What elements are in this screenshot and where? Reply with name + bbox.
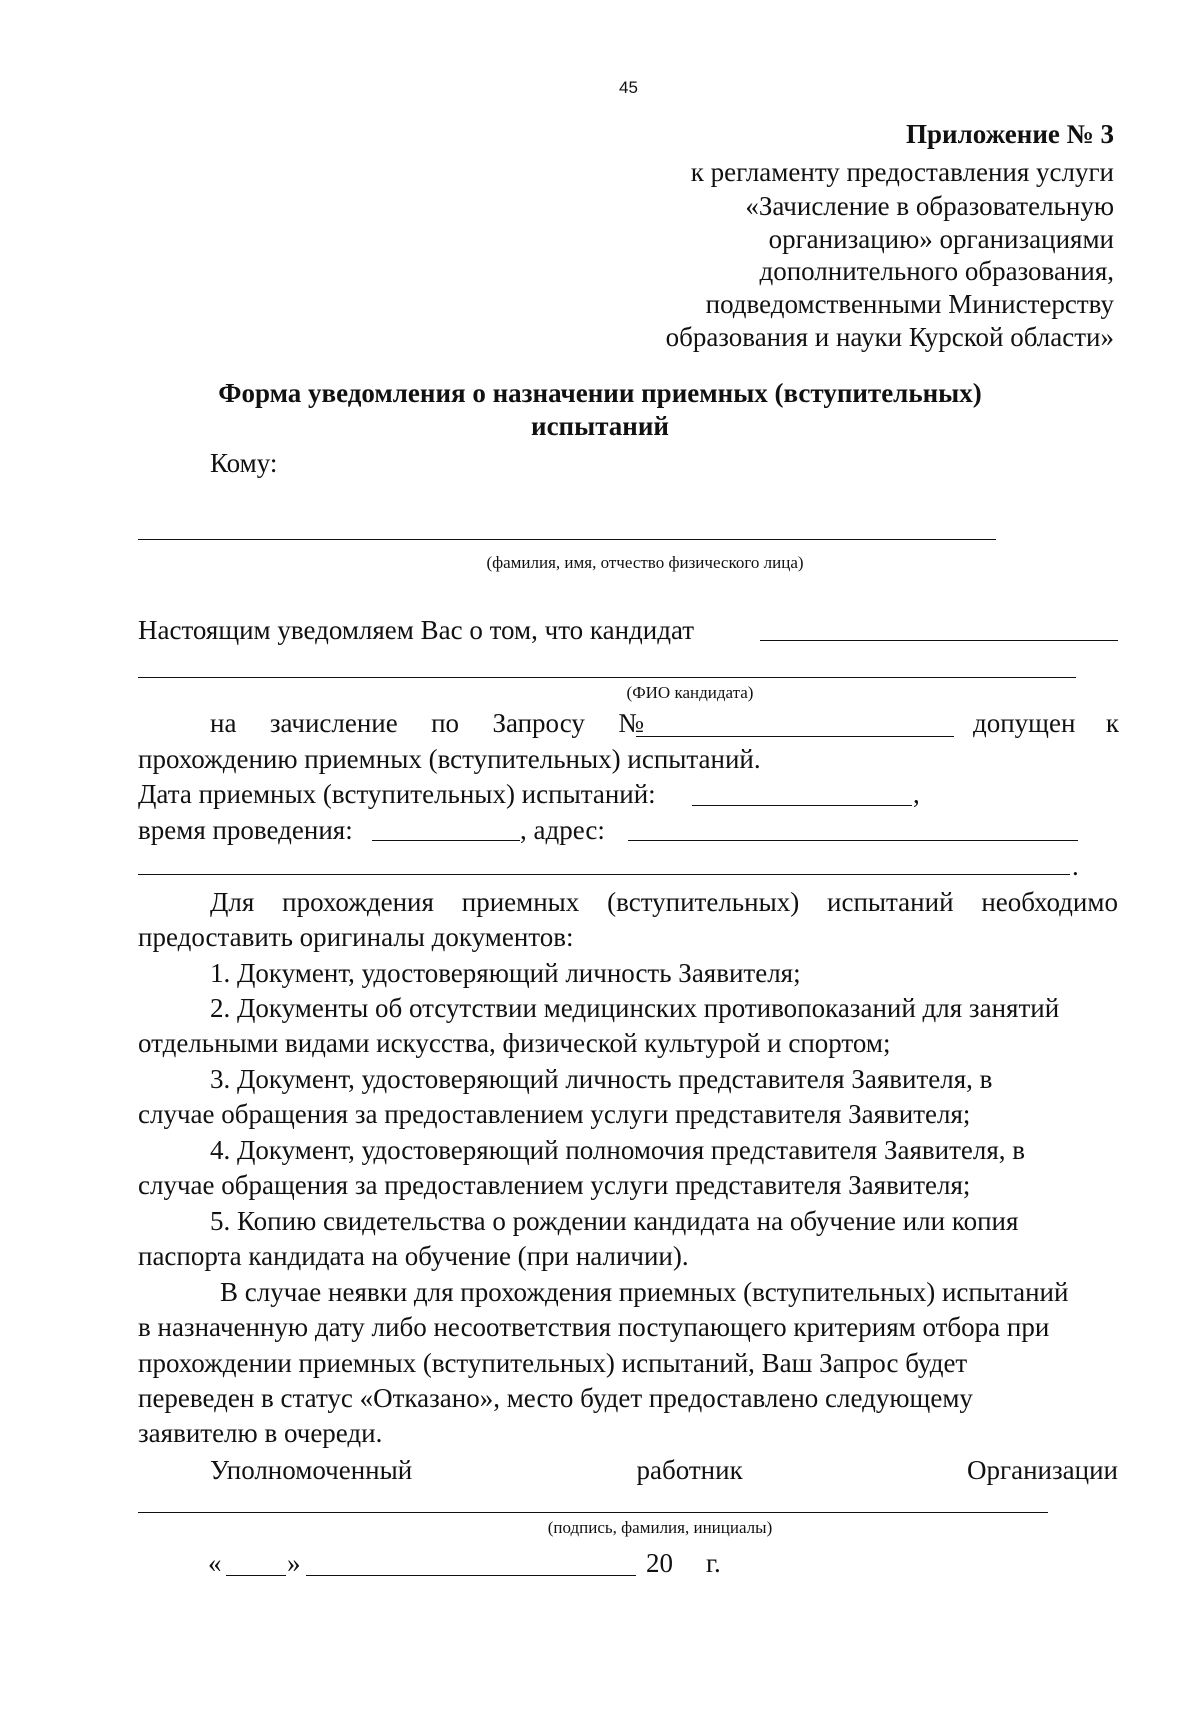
docs-intro-line1 xyxy=(210,884,1118,920)
exam-date-label: Дата приемных (вступительных) испытаний: xyxy=(138,779,656,809)
appendix-line: «Зачисление в образовательную xyxy=(745,191,1114,221)
signature-field-line[interactable] xyxy=(138,1512,1048,1513)
doc-item-1: 1. Документ, удостоверяющий личность Заявителя; xyxy=(210,958,801,988)
nonappearance-line: переведен в статус «Отказано», место будет предоставлено следующему xyxy=(138,1383,973,1413)
address-period: . xyxy=(1072,851,1079,881)
exam-date-field-line[interactable] xyxy=(692,805,912,806)
date-open-quote: « xyxy=(208,1548,222,1578)
admission-word: на xyxy=(210,708,237,738)
doc-item-4-line1: 4. Документ, удостоверяющий полномочия представителя Заявителя, в xyxy=(210,1135,1025,1165)
appendix-line: к регламенту предоставления услуги xyxy=(690,157,1114,187)
candidate-caption: (ФИО кандидата) xyxy=(626,683,754,702)
appendix-line: подведомственными Министерству xyxy=(705,289,1114,319)
nonappearance-line: прохождении приемных (вступительных) испытаний, Ваш Запрос будет xyxy=(138,1348,968,1378)
doc-item-3-line2: случае обращения за предоставлением услуги представителя Заявителя; xyxy=(138,1099,971,1129)
date-year-suffix: г. xyxy=(706,1548,721,1578)
date-year-prefix: 20 xyxy=(646,1548,673,1578)
appendix-line: организацию» организациями xyxy=(768,224,1114,254)
exam-date-comma: , xyxy=(913,779,920,809)
doc-item-4-line2: случае обращения за предоставлением услуги представителя Заявителя; xyxy=(138,1170,971,1200)
date-day-field-line[interactable] xyxy=(226,1575,286,1576)
admission-word: Запросу xyxy=(492,708,585,738)
candidate-name-field-line-2[interactable] xyxy=(138,677,1076,678)
doc-item-2-line1: 2. Документы об отсутствии медицинских противопоказаний для занятий xyxy=(210,993,1060,1023)
time-field-line[interactable] xyxy=(372,840,520,841)
doc-item-5-line1: 5. Копию свидетельства о рождении кандидата на обучение или копия xyxy=(210,1206,1019,1236)
doc-item-3-line1: 3. Документ, удостоверяющий личность представителя Заявителя, в xyxy=(210,1064,993,1094)
docs-intro-line2: предоставить оригиналы документов: xyxy=(138,922,574,952)
docs-intro-word: Для xyxy=(210,887,255,917)
address-field-line-2[interactable] xyxy=(138,874,1070,875)
doc-item-5-line2: паспорта кандидата на обучение (при наличии). xyxy=(138,1241,689,1271)
docs-intro-word: испытаний xyxy=(827,887,954,917)
address-label: , адрес: xyxy=(520,815,605,845)
page-number: 45 xyxy=(619,78,638,97)
date-month-field-line[interactable] xyxy=(306,1575,636,1576)
appendix-line: дополнительного образования, xyxy=(759,256,1114,286)
signer-word: работник xyxy=(636,1455,743,1485)
doc-item-2-line2: отдельными видами искусства, физической культурой и спортом; xyxy=(138,1028,891,1058)
notify-text: Настоящим уведомляем Вас о том, что кандидат xyxy=(138,615,695,645)
signer-row xyxy=(210,1452,1118,1488)
time-label: время проведения: xyxy=(138,815,353,845)
recipient-name-field-line[interactable] xyxy=(138,539,996,540)
appendix-line: образования и науки Курской области» xyxy=(665,322,1114,352)
nonappearance-line: В случае неявки для прохождения приемных (вступительных) испытаний xyxy=(220,1277,1069,1307)
signer-word: Уполномоченный xyxy=(210,1455,413,1485)
date-close-quote: » xyxy=(287,1548,301,1578)
recipient-caption: (фамилия, имя, отчество физического лица) xyxy=(486,553,804,572)
address-field-line[interactable] xyxy=(628,840,1078,841)
admission-word: по xyxy=(431,708,460,738)
form-title-line1: Форма уведомления о назначении приемных (вступительных) xyxy=(218,378,982,408)
admission-word: допущен xyxy=(973,708,1076,738)
admission-text-right xyxy=(973,705,1119,741)
admission-word: № xyxy=(618,708,644,738)
signature-caption: (подпись, фамилия, инициалы) xyxy=(547,1518,773,1537)
docs-intro-word: приемных xyxy=(461,887,580,917)
candidate-name-field-line[interactable] xyxy=(760,640,1118,641)
nonappearance-line: в назначенную дату либо несоответствия поступающего критериям отбора при xyxy=(138,1312,1050,1342)
admission-text-left xyxy=(210,705,644,741)
to-label: Кому: xyxy=(210,448,278,478)
docs-intro-word: необходимо xyxy=(981,887,1118,917)
form-title-line2: испытаний xyxy=(531,411,669,441)
signer-word: Организации xyxy=(967,1455,1118,1485)
docs-intro-word: (вступительных) xyxy=(607,887,800,917)
nonappearance-line: заявителю в очереди. xyxy=(138,1418,383,1448)
docs-intro-word: прохождения xyxy=(282,887,434,917)
appendix-title: Приложение № 3 xyxy=(906,119,1114,149)
admission-line-2: прохождению приемных (вступительных) испытаний. xyxy=(138,744,761,774)
request-number-field-line[interactable] xyxy=(636,736,954,737)
admission-word: к xyxy=(1105,708,1119,738)
admission-word: зачисление xyxy=(269,708,398,738)
